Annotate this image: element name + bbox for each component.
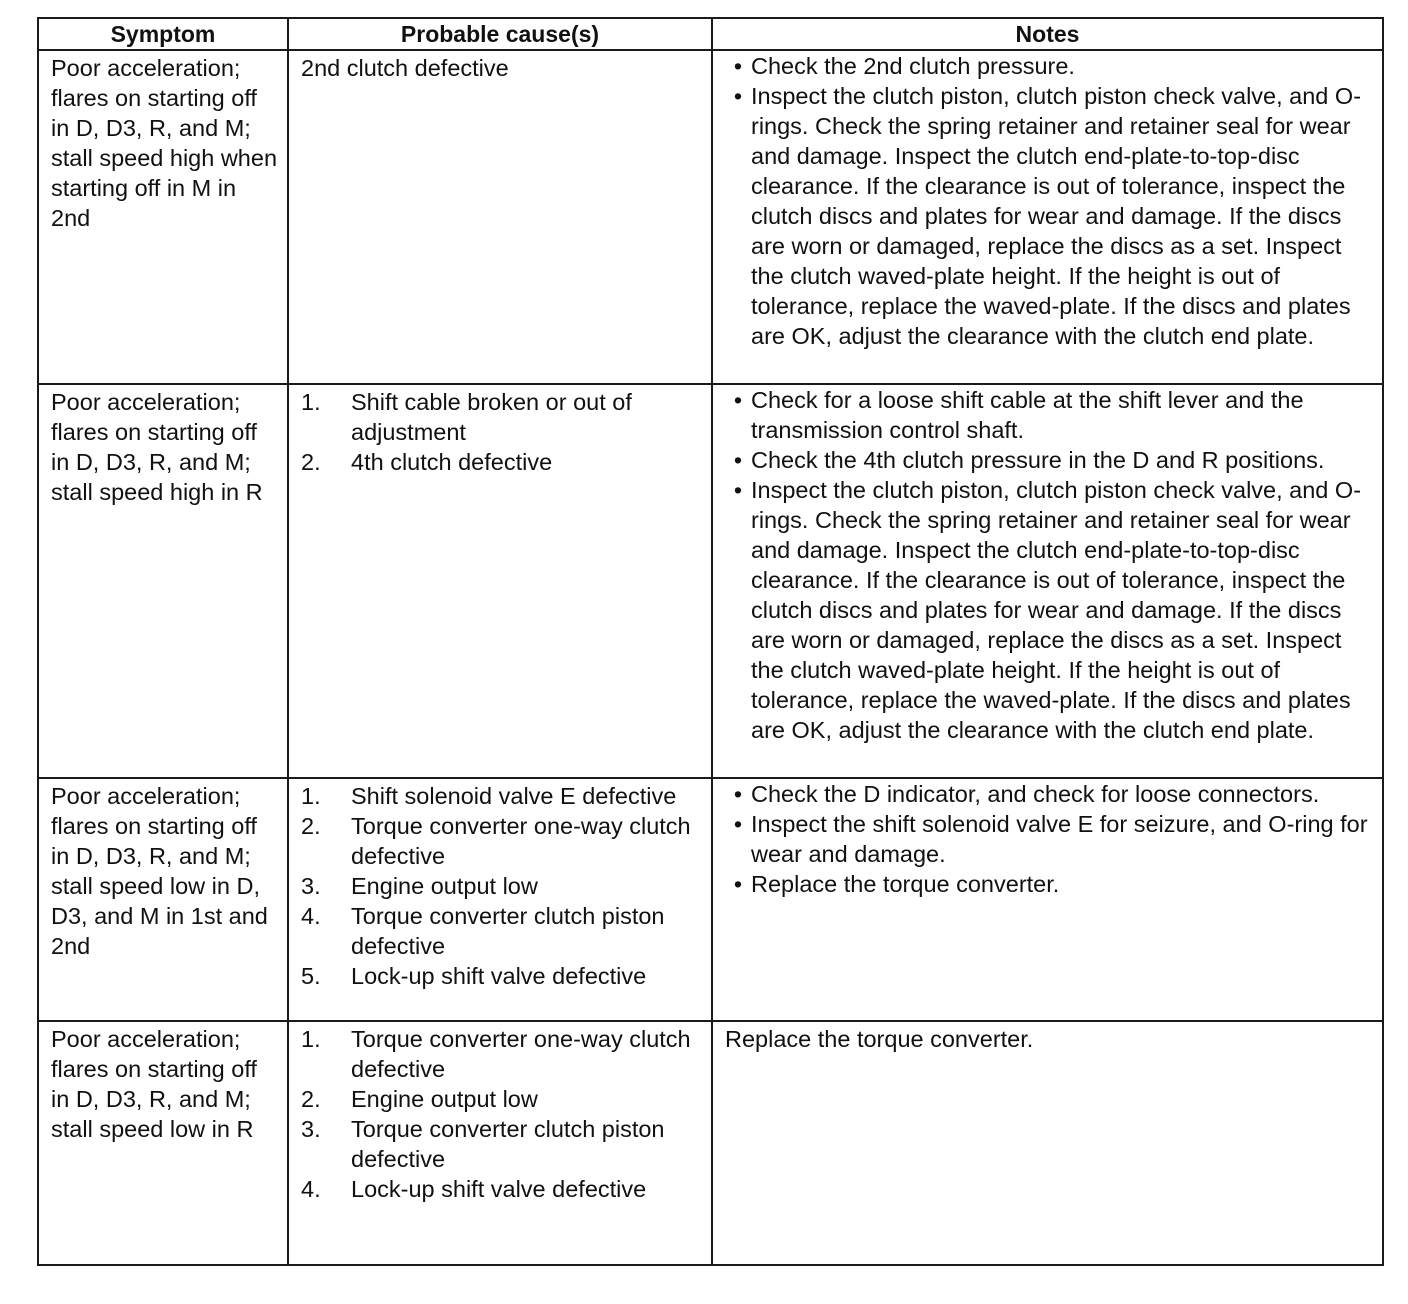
- cause-cell: [288, 384, 712, 778]
- cause-item: [301, 961, 705, 991]
- cause-text: 2nd clutch defective: [301, 55, 509, 81]
- cause-text: Engine output low: [351, 1086, 538, 1112]
- table-row: [38, 50, 1383, 384]
- note-list: [725, 779, 1376, 899]
- cause-number: 2.: [301, 449, 321, 475]
- bullet-icon: •: [733, 387, 743, 413]
- cause-number: 1.: [301, 1026, 321, 1052]
- header-row: [38, 18, 1383, 50]
- cause-text: Shift solenoid valve E defective: [351, 783, 677, 809]
- cause-cell: [288, 50, 712, 384]
- cause-item: [301, 447, 705, 477]
- cause-item: [301, 1084, 705, 1114]
- bullet-icon: •: [733, 811, 743, 837]
- cause-item: [301, 1024, 705, 1084]
- cause-number: 3.: [301, 873, 321, 899]
- cause-list: [301, 781, 705, 991]
- cause-item: [301, 1174, 705, 1204]
- note-list: [725, 51, 1376, 351]
- bullet-icon: •: [733, 83, 743, 109]
- header-probable-causes: Probable cause(s): [288, 18, 712, 50]
- note-text: Check the 4th clutch pressure in the D and R positions.: [751, 447, 1325, 473]
- cause-item: [301, 901, 705, 961]
- header-symptom: Symptom: [38, 18, 288, 50]
- cause-text: Lock-up shift valve defective: [351, 963, 647, 989]
- cause-item: [301, 871, 705, 901]
- notes-cell: [712, 778, 1383, 1021]
- cause-text: Shift cable broken or out of adjustment: [351, 389, 632, 445]
- cause-text: Torque converter clutch piston defective: [351, 1116, 665, 1172]
- cause-text: Lock-up shift valve defective: [351, 1176, 647, 1202]
- table-row: [38, 1021, 1383, 1265]
- cause-cell: [288, 778, 712, 1021]
- cause-number: 3.: [301, 1116, 321, 1142]
- cause-item: [301, 811, 705, 871]
- cause-item: [301, 781, 705, 811]
- symptom-cell: Poor acceleration; flares on starting off in D, D3, R, and M; stall speed high in R: [38, 384, 288, 778]
- cause-number: 2.: [301, 813, 321, 839]
- symptom-cell: Poor acceleration; flares on starting off in D, D3, R, and M; stall speed low in D, D3, and M in 1st and 2nd: [38, 778, 288, 1021]
- note-item: [725, 475, 1376, 745]
- header-notes: Notes: [712, 18, 1383, 50]
- bullet-icon: •: [733, 53, 743, 79]
- cause-text: Engine output low: [351, 873, 538, 899]
- notes-cell: [712, 50, 1383, 384]
- cause-text: 4th clutch defective: [351, 449, 553, 475]
- notes-cell: [712, 1021, 1383, 1265]
- note-item: [725, 385, 1376, 445]
- bullet-icon: •: [733, 871, 743, 897]
- note-text: Check the 2nd clutch pressure.: [751, 53, 1075, 79]
- cause-text: Torque converter one-way clutch defective: [351, 813, 691, 869]
- note-item: [725, 869, 1376, 899]
- note-item: [725, 81, 1376, 351]
- cause-text: Torque converter one-way clutch defective: [351, 1026, 691, 1082]
- note-text: Check the D indicator, and check for loose connectors.: [751, 781, 1320, 807]
- table-row: [38, 384, 1383, 778]
- table-row: [38, 778, 1383, 1021]
- note-text: Replace the torque converter.: [751, 871, 1060, 897]
- bullet-icon: •: [733, 781, 743, 807]
- note-item: [725, 779, 1376, 809]
- cause-item: [301, 387, 705, 447]
- cause-text: Torque converter clutch piston defective: [351, 903, 665, 959]
- note-text: Check for a loose shift cable at the shift lever and the transmission control shaft.: [751, 387, 1304, 443]
- notes-cell: [712, 384, 1383, 778]
- symptom-cell: Poor acceleration; flares on starting off in D, D3, R, and M; stall speed low in R: [38, 1021, 288, 1265]
- cause-item: [301, 1114, 705, 1174]
- cause-number: 4.: [301, 903, 321, 929]
- cause-number: 1.: [301, 389, 321, 415]
- cause-list: [301, 387, 705, 477]
- note-text: Inspect the clutch piston, clutch piston check valve, and O-rings. Check the spring retainer and retainer seal for wear and damage. Inspect the clutch end-plate-to-top-disc clearance. If the clearance is out of tolerance, inspect the clutch discs and plates for wear and damage. If the discs are worn or damaged, replace the discs as a set. Inspect the clutch waved-plate height. If the height is out of tolerance, replace the waved-plate. If the discs and plates are OK, adjust the clearance with the clutch end plate.: [751, 83, 1362, 349]
- cause-number: 4.: [301, 1176, 321, 1202]
- note-text: Inspect the shift solenoid valve E for seizure, and O-ring for wear and damage.: [751, 811, 1368, 867]
- note-text: Replace the torque converter.: [725, 1026, 1034, 1052]
- note-text: Inspect the clutch piston, clutch piston check valve, and O-rings. Check the spring retainer and retainer seal for wear and damage. Inspect the clutch end-plate-to-top-disc clearance. If the clearance is out of tolerance, inspect the clutch discs and plates for wear and damage. If the discs are worn or damaged, replace the discs as a set. Inspect the clutch waved-plate height. If the height is out of tolerance, replace the waved-plate. If the discs and plates are OK, adjust the clearance with the clutch end plate.: [751, 477, 1362, 743]
- cause-number: 1.: [301, 783, 321, 809]
- cause-number: 2.: [301, 1086, 321, 1112]
- note-item: [725, 809, 1376, 869]
- note-item: [725, 445, 1376, 475]
- troubleshooting-table: [37, 17, 1384, 1266]
- cause-cell: [288, 1021, 712, 1265]
- note-list: [725, 385, 1376, 745]
- bullet-icon: •: [733, 477, 743, 503]
- note-item: [725, 51, 1376, 81]
- bullet-icon: •: [733, 447, 743, 473]
- cause-list: [301, 1024, 705, 1204]
- symptom-cell: Poor acceleration; flares on starting off in D, D3, R, and M; stall speed high when starting off in M in 2nd: [38, 50, 288, 384]
- cause-number: 5.: [301, 963, 321, 989]
